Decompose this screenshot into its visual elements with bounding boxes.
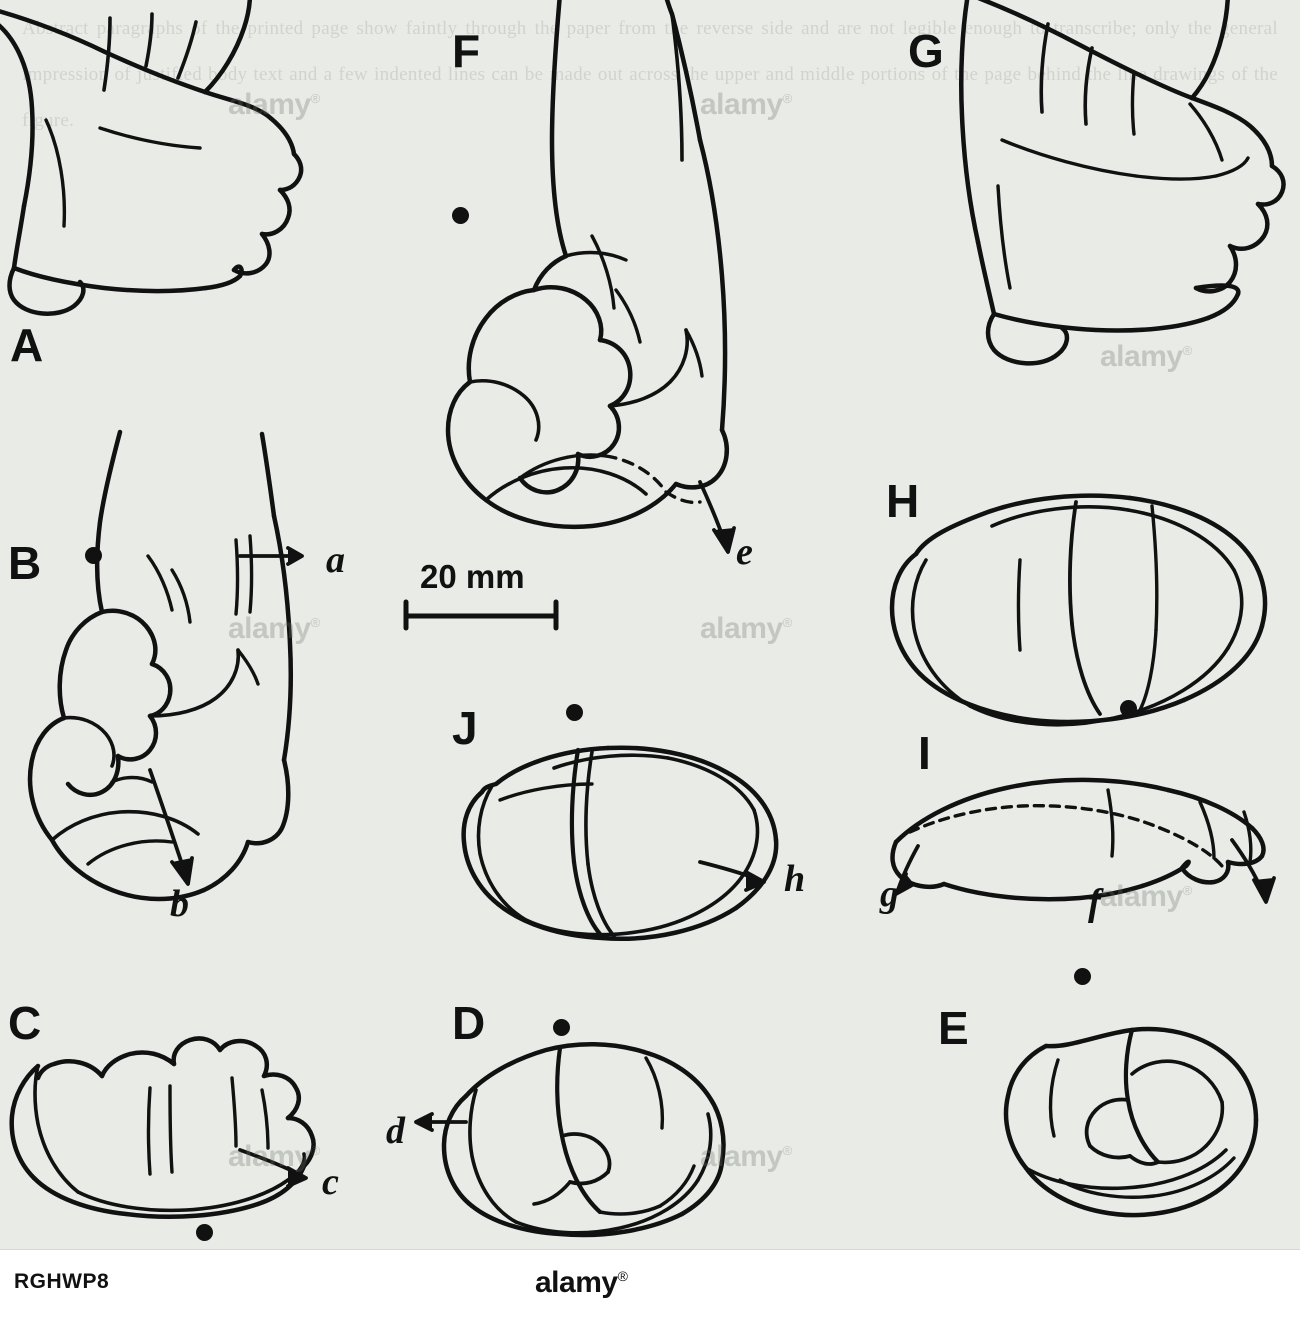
watermark: alamy® bbox=[700, 1140, 792, 1173]
image-id-label: RGHWP8 bbox=[14, 1270, 110, 1293]
registration-dot bbox=[1074, 968, 1091, 985]
annotation-label-b: b bbox=[170, 883, 189, 925]
panel-label-D: D bbox=[452, 997, 486, 1049]
show-through-text: Abstract paragraphs of the printed page show faintly through the paper from the reverse side and are not legible enough to transcribe; only the general impression of justified body text and a few indented lines can be made out across the upper and middle portions of the page behind the line drawings of the figure. bbox=[22, 18, 1278, 131]
panel-label-H: H bbox=[886, 475, 920, 527]
panel-H-drawing bbox=[892, 496, 1265, 725]
panel-B-drawing bbox=[30, 432, 302, 899]
watermark: alamy® bbox=[228, 1140, 320, 1173]
panel-label-J: J bbox=[452, 702, 478, 754]
panel-D-drawing bbox=[416, 1044, 724, 1235]
panel-G-drawing bbox=[961, 0, 1283, 363]
panel-J-drawing bbox=[464, 748, 777, 939]
watermark: alamy® bbox=[700, 88, 792, 121]
registration-dot bbox=[553, 1019, 570, 1036]
panel-label-A: A bbox=[10, 319, 44, 371]
annotation-label-f: f bbox=[1088, 882, 1101, 924]
annotation-label-a: a bbox=[326, 539, 345, 581]
watermark: alamy® bbox=[1100, 880, 1192, 913]
panel-A-drawing bbox=[0, 0, 301, 314]
brand-logo: alamy® bbox=[535, 1266, 628, 1299]
stock-footer-bar bbox=[0, 1249, 1300, 1327]
panel-label-B: B bbox=[8, 537, 42, 589]
annotation-label-g: g bbox=[880, 873, 899, 915]
watermark: alamy® bbox=[228, 612, 320, 645]
scale-bar bbox=[406, 602, 556, 628]
watermark: alamy® bbox=[228, 88, 320, 121]
registration-dot bbox=[566, 704, 583, 721]
annotation-label-e: e bbox=[736, 531, 753, 573]
watermark: alamy® bbox=[700, 612, 792, 645]
registration-dot bbox=[452, 207, 469, 224]
panel-label-E: E bbox=[938, 1002, 969, 1054]
annotation-label-c: c bbox=[322, 1161, 339, 1203]
panel-F-drawing bbox=[448, 0, 734, 552]
panel-C-drawing bbox=[12, 1038, 314, 1216]
annotation-label-d: d bbox=[386, 1110, 405, 1152]
registration-dot bbox=[196, 1224, 213, 1241]
panel-label-G: G bbox=[908, 25, 944, 77]
registration-dot bbox=[1120, 700, 1137, 717]
registration-dot bbox=[85, 547, 102, 564]
annotation-label-h: h bbox=[784, 858, 806, 900]
panel-label-C: C bbox=[8, 997, 42, 1049]
panel-label-F: F bbox=[452, 25, 481, 77]
panel-label-I: I bbox=[918, 727, 931, 779]
watermark: alamy® bbox=[1100, 340, 1192, 373]
panel-I-drawing bbox=[893, 780, 1274, 902]
scale-bar-label: 20 mm bbox=[420, 558, 525, 595]
panel-E-drawing bbox=[1006, 1029, 1256, 1215]
